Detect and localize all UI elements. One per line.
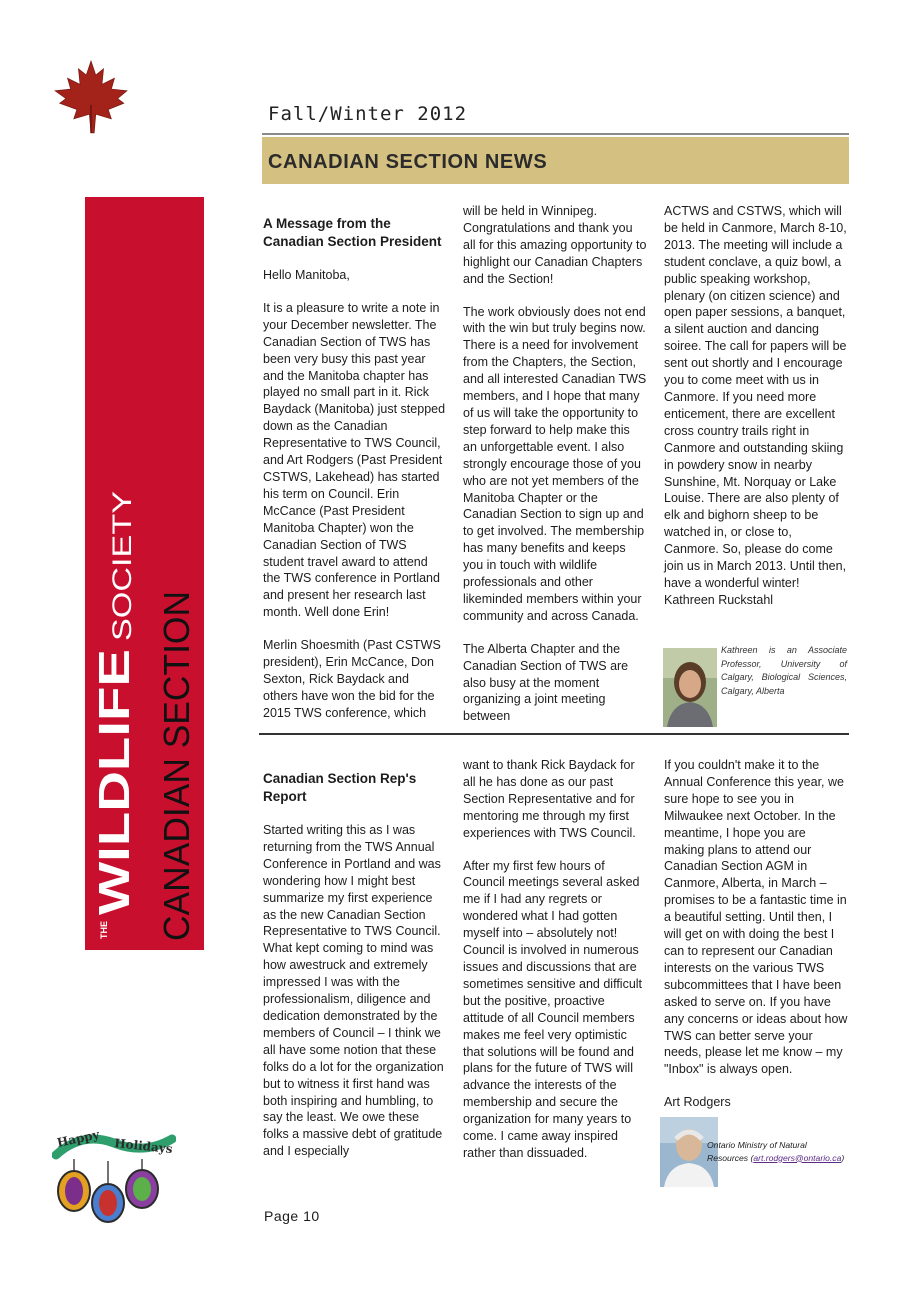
sidebar-canadian-section: CANADIAN SECTION <box>156 584 197 941</box>
article1-paragraph: Merlin Shoesmith (Past CSTWS president), Erin McCance, Don Sexton, Rick Baydack and others have won the bid for the 2015 TWS conference, which <box>263 638 441 720</box>
article2-title: Canadian Section Rep's Report <box>263 771 417 804</box>
article1-paragraph: will be held in Winnipeg. Congratulations and thank you all for this amazing opportunity to highlight our Canadian Chapters and the Section! <box>463 204 647 286</box>
sidebar-wildlife: WILDLIFE <box>90 707 139 915</box>
article1-paragraph: The Alberta Chapter and the Canadian Section of TWS are also busy at the moment organizing a joint meeting between <box>463 641 629 724</box>
caption-end: ) <box>841 1152 845 1163</box>
author-email-link[interactable]: art.rodgers@ontario.ca <box>753 1152 842 1163</box>
article2-paragraph: Started writing this as I was returning from the TWS Annual Conference in Portland and was wondering how I might best summarize my first experience as the new Canadian Section Representative to TWS Council. What kept coming to mind was how awestruck and extremely impressed I was with the professionalism, diligence and dedication demonstrated by the members of Council – I think we all have some notion that these folks do a lot for the organization but to witness it first hand was both inspiring and humbling, to say the least. We owe these folks a massive debt of gratitude and I especially <box>263 823 444 1159</box>
page-number: Page 10 <box>264 1208 320 1224</box>
article1-column-2 <box>463 203 647 741</box>
sidebar-banner <box>85 197 204 950</box>
article2-column-3 <box>664 757 848 1111</box>
article1-paragraph: The work obviously does not end with the win but truly begins now. There is a need for involvement from the Chapters, the Section, and all interested Canadian TWS members, and I hope that many of us will take the opportunity to step forward to help make this an unforgettable event. I also strongly encourage those of you who are not yet members of the Manitoba Chapter or the Canadian Section to sign up and to get involved. The membership has many benefits and keeps you in touch with wildlife professionals and other likeminded members within your community and across Canada. <box>463 304 647 623</box>
article2-paragraph: If you couldn't make it to the Annual Conference this year, we sure hope to see you in Milwaukee next October. In the meantime, I hope you are making plans to attend our Canadian Section AGM in Canmore, Alberta, in March – promises to be a fantastic time in a beautiful setting. Until then, I will get on with doing the best I can to represent our Canadian interests on the various TWS subcommittees that I have been asked to serve on. If you have any concerns or ideas about how TWS can better serve your needs, please let me know – my "Inbox" is always open. <box>664 758 848 1077</box>
sidebar-logo <box>85 197 204 950</box>
article2-paragraph: want to thank Rick Baydack for all he has done as our past Section Representative and for mentoring me through my first experiences with TWS Council. <box>463 758 636 840</box>
article2-column-2 <box>463 757 647 1178</box>
author-photo-kathreen <box>663 648 717 727</box>
maple-leaf-icon <box>52 58 130 136</box>
svg-text:Holidays: Holidays <box>113 1136 174 1157</box>
article1-title: A Message from the Canadian Section President <box>263 216 442 249</box>
article1-paragraph: Hello Manitoba, <box>263 268 350 282</box>
article2-paragraph: After my first few hours of Council meetings several asked me if I had any regrets or wondered what I had gotten myself into – absolutely not! Council is involved in numerous issues and discussions that are sometimes sensitive and difficult but the positive, proactive attitude of all Council members makes me feel very optimistic that solutions will be found and plans for the future of TWS will advance the interests of the membership and secure the organization for many years to come. I came away inspired rather than dissuaded. <box>463 858 643 1160</box>
author-caption-kathreen: Kathreen is an Associate Professor, University of Calgary, Biological Sciences, Calgary, Alberta <box>721 645 847 696</box>
article1-column-3 <box>664 203 848 609</box>
article-divider <box>259 733 849 735</box>
article1-signature: Kathreen Ruckstahl <box>664 592 774 607</box>
svg-text:Happy: Happy <box>55 1127 101 1150</box>
article2-signature: Art Rodgers <box>664 1095 731 1110</box>
sidebar-society: SOCIETY <box>107 522 137 641</box>
happy-holidays-illustration <box>52 1125 176 1225</box>
section-title: CANADIAN SECTION NEWS <box>268 151 548 173</box>
article1-paragraph: It is a pleasure to write a note in your December newsletter. The Canadian Section of TWS has been very busy this past year and the Manitoba chapter has played no small part in it. Rick Baydack (Manitoba) just stepped down as the Canadian Representative to TWS Council, and Art Rodgers (Past President CSTWS, Lakehead) has started his term on Council. Erin McCance (Past President Manitoba Chapter) won the Canadian Section of TWS student travel award to attend the TWS conference in Portland and present her research last month. Well done Erin! <box>263 300 446 620</box>
issue-date: Fall/Winter 2012 <box>268 103 468 125</box>
author-caption-art <box>707 1139 849 1164</box>
article2-column-1 <box>263 770 447 1176</box>
sidebar-the: THE <box>99 921 109 939</box>
article1-column-1 <box>263 215 447 738</box>
header-rule <box>262 133 849 135</box>
caption-text: Ontario Ministry of Natural Resources ( <box>707 1140 807 1163</box>
article1-paragraph: ACTWS and CSTWS, which will be held in Canmore, March 8-10, 2013. The meeting will include a student conclave, a quiz bowl, a public speaking workshop, plenary (on citizen science) and open paper sessions, a banquet, a silent auction and dancing soiree. The call for papers will be sent out shortly and I encourage you to come meet with us in Canmore. If you need more enticement, there are excellent cross country trails right in Canmore and outstanding skiing in powdery snow in nearby Sunshine, Mt. Norquay or Lake Louise. There are also plenty of elk and bighorn sheep to be watched in, or close to, Canmore. So, please do come join us in March 2013. Until then, have a wonderful winter! <box>664 204 847 590</box>
